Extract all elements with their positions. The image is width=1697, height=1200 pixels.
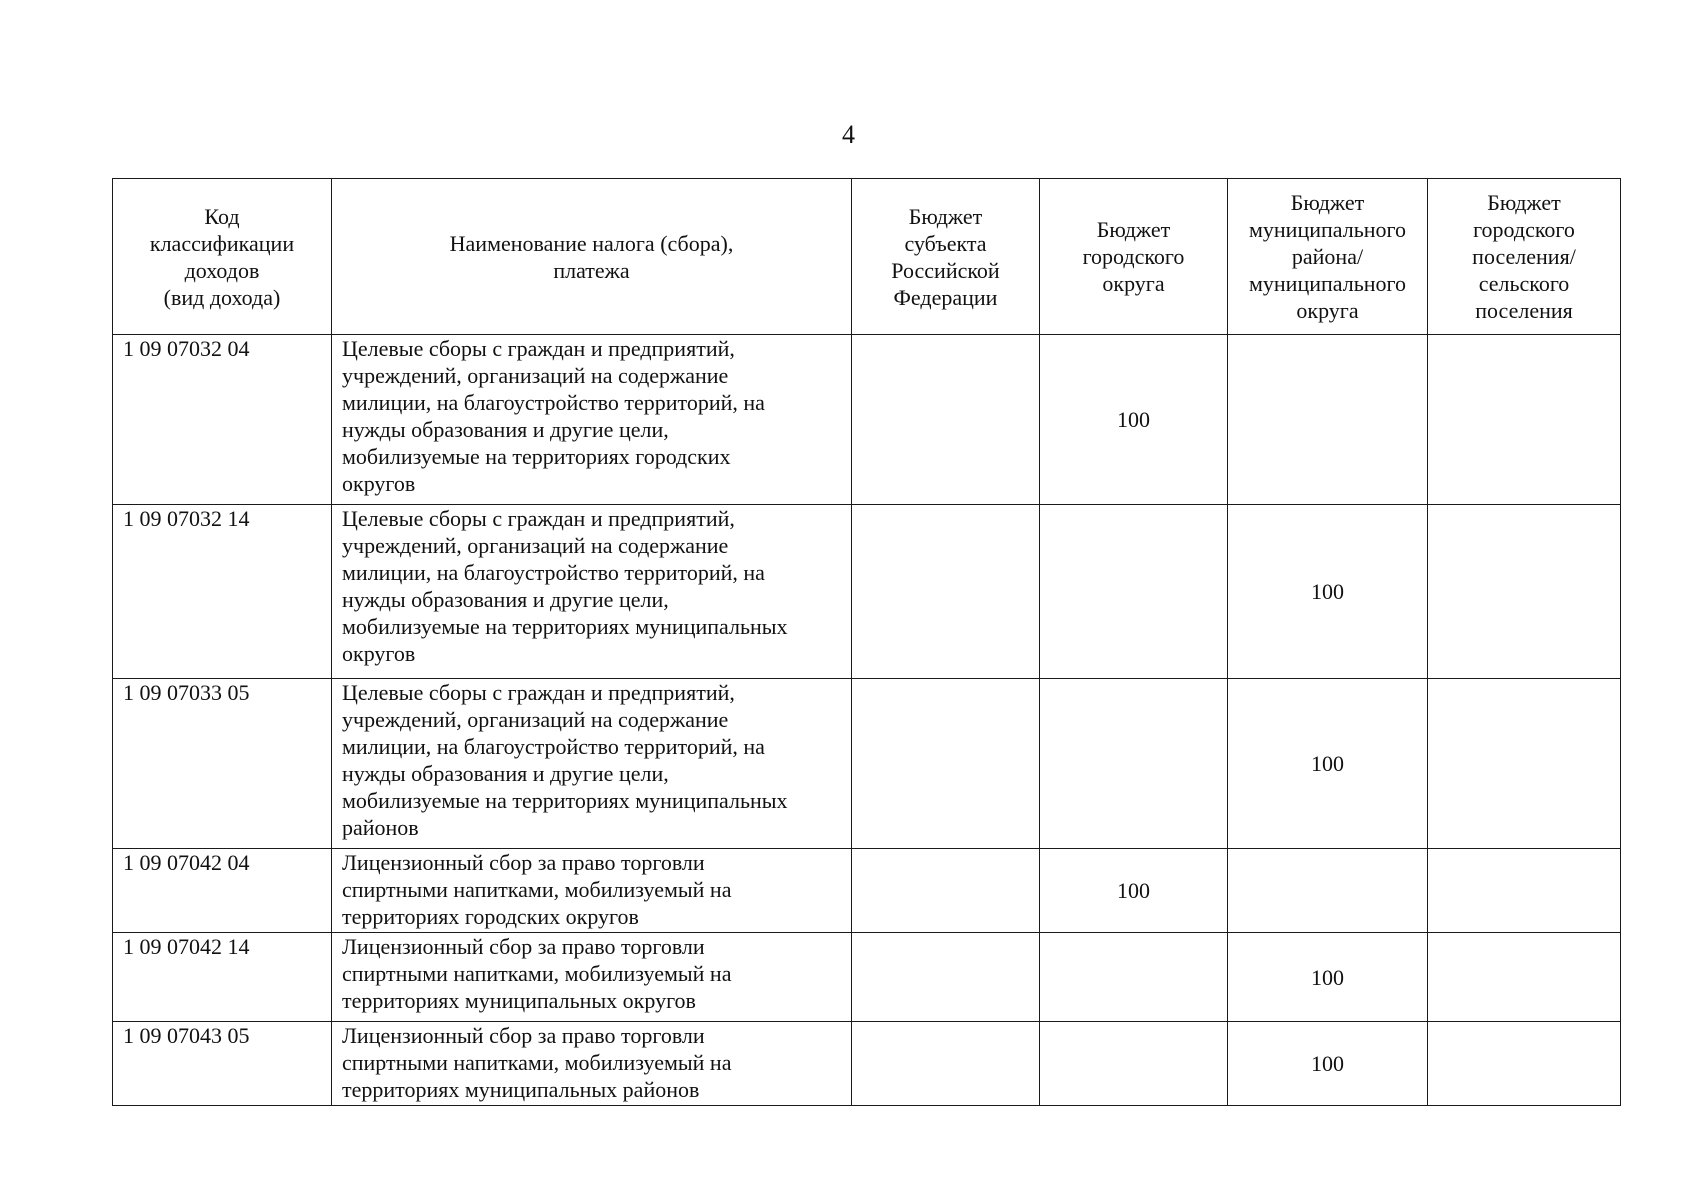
city-district-share xyxy=(1040,505,1228,679)
header-label: Бюджет городского поселения/ сельского поселения xyxy=(1472,190,1576,323)
revenue-code: 1 09 07033 05 xyxy=(113,679,332,849)
subject-share xyxy=(852,335,1040,505)
subject-share xyxy=(852,679,1040,849)
header-subject-budget xyxy=(852,179,1040,335)
revenue-name: Целевые сборы с граждан и предприятий, учреждений, организаций на содержание милиции, на благоустройство территорий, на нужды образования и другие цели, мобилизуемые на территориях муниципальных округов xyxy=(332,505,852,679)
municipal-share xyxy=(1228,335,1428,505)
header-label: Код классификации доходов (вид дохода) xyxy=(149,203,295,310)
revenue-name: Целевые сборы с граждан и предприятий, учреждений, организаций на содержание милиции, на благоустройство территорий, на нужды образования и другие цели, мобилизуемые на территориях городских округов xyxy=(332,335,852,505)
header-city-district-budget xyxy=(1040,179,1228,335)
municipal-share xyxy=(1228,849,1428,933)
municipal-share: 100 xyxy=(1228,933,1428,1022)
table-row xyxy=(113,335,1621,505)
revenue-code: 1 09 07043 05 xyxy=(113,1022,332,1106)
revenue-code: 1 09 07032 14 xyxy=(113,505,332,679)
municipal-share: 100 xyxy=(1228,1022,1428,1106)
city-district-share xyxy=(1040,933,1228,1022)
settlement-share xyxy=(1428,1022,1621,1106)
revenue-distribution-table xyxy=(112,178,1621,1106)
revenue-name: Лицензионный сбор за право торговли спиртными напитками, мобилизуемый на территориях городских округов xyxy=(332,849,852,933)
table-header-row xyxy=(113,179,1621,335)
revenue-name: Лицензионный сбор за право торговли спиртными напитками, мобилизуемый на территориях муниципальных округов xyxy=(332,933,852,1022)
city-district-share xyxy=(1040,1022,1228,1106)
table-row xyxy=(113,679,1621,849)
settlement-share xyxy=(1428,849,1621,933)
settlement-share xyxy=(1428,335,1621,505)
page-number: 4 xyxy=(842,120,855,149)
revenue-code: 1 09 07042 04 xyxy=(113,849,332,933)
header-label: Бюджет городского округа xyxy=(1082,217,1185,296)
header-label: Бюджет субъекта Российской Федерации xyxy=(891,203,1000,310)
header-settlement-budget xyxy=(1428,179,1621,335)
municipal-share: 100 xyxy=(1228,679,1428,849)
settlement-share xyxy=(1428,505,1621,679)
header-municipal-budget xyxy=(1228,179,1428,335)
header-label: Бюджет муниципального района/ муниципального округа xyxy=(1248,190,1406,323)
city-district-share: 100 xyxy=(1040,335,1228,505)
table-row xyxy=(113,849,1621,933)
city-district-share: 100 xyxy=(1040,849,1228,933)
subject-share xyxy=(852,933,1040,1022)
revenue-code: 1 09 07042 14 xyxy=(113,933,332,1022)
settlement-share xyxy=(1428,679,1621,849)
revenue-code: 1 09 07032 04 xyxy=(113,335,332,505)
table-row xyxy=(113,933,1621,1022)
city-district-share xyxy=(1040,679,1228,849)
table-row xyxy=(113,1022,1621,1106)
municipal-share: 100 xyxy=(1228,505,1428,679)
revenue-name: Целевые сборы с граждан и предприятий, учреждений, организаций на содержание милиции, на благоустройство территорий, на нужды образования и другие цели, мобилизуемые на территориях муниципальных районов xyxy=(332,679,852,849)
revenue-name: Лицензионный сбор за право торговли спиртными напитками, мобилизуемый на территориях муниципальных районов xyxy=(332,1022,852,1106)
settlement-share xyxy=(1428,933,1621,1022)
subject-share xyxy=(852,1022,1040,1106)
header-code xyxy=(113,179,332,335)
subject-share xyxy=(852,849,1040,933)
table-row xyxy=(113,505,1621,679)
subject-share xyxy=(852,505,1040,679)
header-name xyxy=(332,179,852,335)
header-label: Наименование налога (сбора), платежа xyxy=(449,230,734,283)
